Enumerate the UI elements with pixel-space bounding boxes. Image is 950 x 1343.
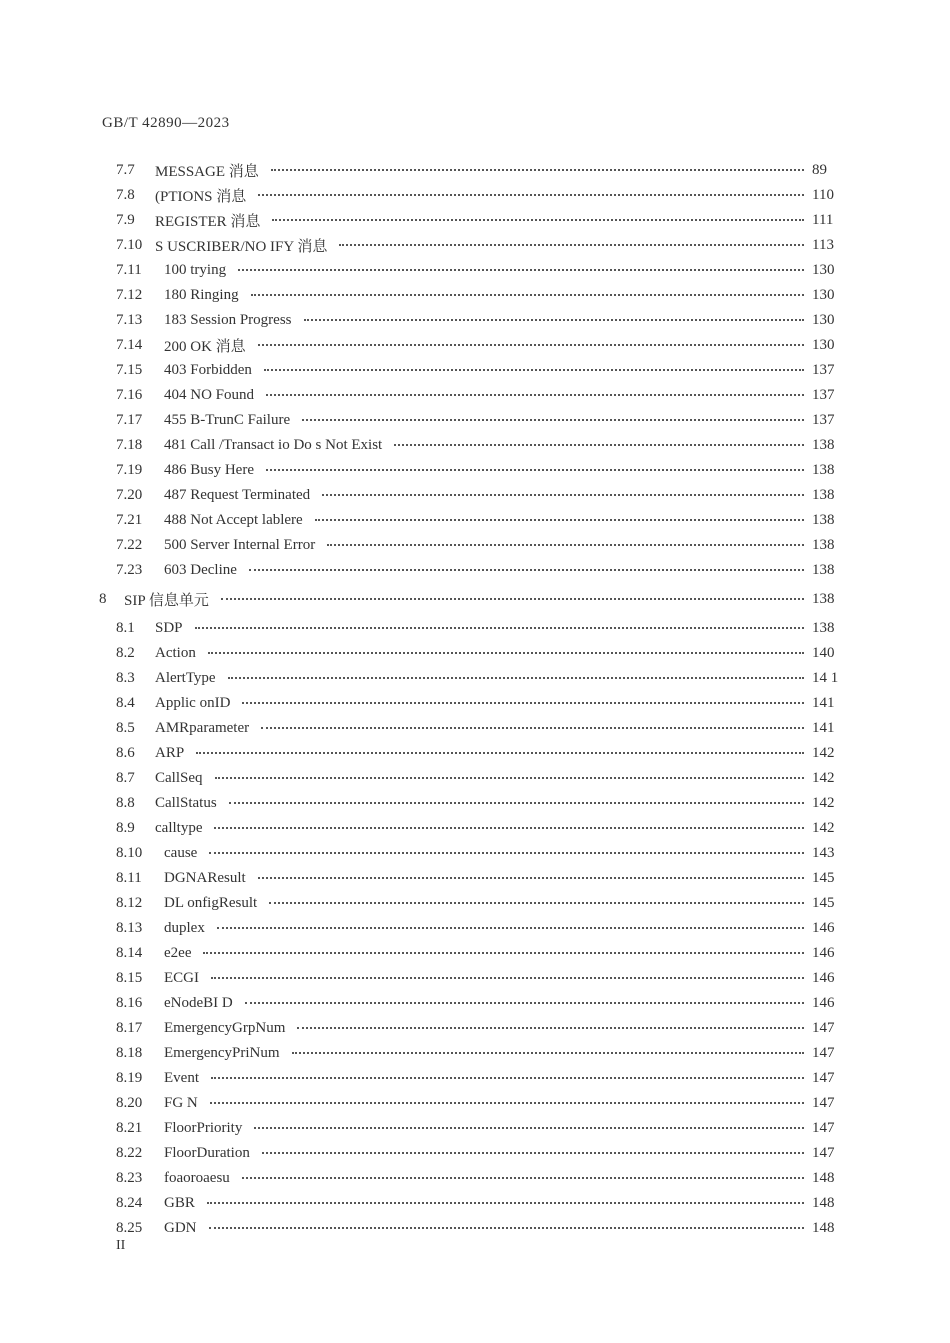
toc-entry-page: 147 (812, 1144, 835, 1161)
toc-entry[interactable] (0, 1191, 950, 1215)
toc-entry-title: EmergencyPriNum (164, 1044, 280, 1061)
toc-entry-title: 487 Request Terminated (164, 486, 311, 503)
dot-leader (339, 244, 804, 246)
toc-entry-number: 8.10 (116, 844, 143, 861)
toc-entry-number: 7.14 (116, 336, 143, 353)
toc-entry-title: REGISTER 消息 (155, 213, 261, 230)
toc-entry-title: ECGI (164, 969, 199, 986)
toc-entry-title: CallStatus (155, 794, 217, 811)
toc-entry-title: DL onfigResult (164, 894, 258, 911)
toc-entry-title: AMRparameter (155, 719, 250, 736)
dot-leader (327, 544, 804, 546)
toc-entry-number: 8.21 (116, 1119, 143, 1136)
toc-entry-number: 7.7 (116, 161, 135, 178)
dot-leader (208, 652, 804, 654)
dot-leader (249, 569, 804, 571)
toc-entry-number: 8.5 (116, 719, 135, 736)
toc-entry-page: 142 (812, 819, 835, 836)
toc-entry-number: 7.22 (116, 536, 143, 553)
toc-entry-number: 8.4 (116, 694, 135, 711)
toc-entry[interactable] (0, 666, 950, 690)
toc-entry[interactable] (0, 358, 950, 382)
dot-leader (211, 977, 804, 979)
toc-entry[interactable] (0, 1016, 950, 1040)
dot-leader (221, 598, 804, 600)
toc-entry-title: Event (164, 1069, 199, 1086)
dot-leader (271, 169, 804, 171)
toc-entry[interactable] (0, 1116, 950, 1140)
toc-entry-title: 403 Forbidden (164, 361, 252, 378)
toc-entry-page: 142 (812, 794, 835, 811)
toc-entry[interactable] (0, 741, 950, 765)
toc-entry-title: MESSAGE 消息 (155, 163, 259, 180)
toc-entry-page: 138 (812, 436, 835, 453)
toc-entry-number: 7.18 (116, 436, 143, 453)
toc-entry-title: 455 B-TrunC Failure (164, 411, 291, 428)
toc-entry[interactable] (0, 433, 950, 457)
dot-leader (203, 952, 804, 954)
toc-entry-title: ARP (155, 744, 185, 761)
toc-entry[interactable] (0, 766, 950, 790)
toc-entry-number: 8.19 (116, 1069, 143, 1086)
toc-entry-page: 142 (812, 744, 835, 761)
toc-entry-number: 7.12 (116, 286, 143, 303)
dot-leader (229, 802, 804, 804)
toc-entry-number: 8.1 (116, 619, 135, 636)
toc-entry-title: GDN (164, 1219, 197, 1236)
toc-entry-page: 147 (812, 1069, 835, 1086)
dot-leader (258, 344, 804, 346)
dot-leader (215, 777, 805, 779)
dot-leader (269, 902, 804, 904)
toc-entry-page: 148 (812, 1194, 835, 1211)
toc-entry[interactable] (0, 791, 950, 815)
toc-entry-title: FloorDuration (164, 1144, 250, 1161)
dot-leader (251, 294, 804, 296)
toc-entry[interactable] (0, 1166, 950, 1190)
dot-leader (242, 702, 804, 704)
toc-entry-title: 488 Not Accept lablere (164, 511, 303, 528)
toc-entry-title: 180 Ringing (164, 286, 239, 303)
toc-entry[interactable] (0, 691, 950, 715)
dot-leader (302, 419, 804, 421)
toc-entry[interactable] (0, 408, 950, 432)
dot-leader (272, 219, 804, 221)
toc-entry-page: 137 (812, 386, 835, 403)
toc-entry-title: FloorPriority (164, 1119, 243, 1136)
toc-entry[interactable] (0, 283, 950, 307)
dot-leader (207, 1202, 804, 1204)
toc-entry-title: 486 Busy Here (164, 461, 254, 478)
toc-entry-number: 8.11 (116, 869, 142, 886)
toc-entry-title: EmergencyGrpNum (164, 1019, 286, 1036)
toc-entry-title: calltype (155, 819, 203, 836)
dot-leader (245, 1002, 804, 1004)
toc-entry-number: 8.20 (116, 1094, 143, 1111)
toc-entry[interactable] (0, 183, 950, 207)
toc-entry[interactable] (0, 941, 950, 965)
toc-entry-page: 140 (812, 644, 835, 661)
toc-entry[interactable] (0, 1216, 950, 1240)
toc-entry[interactable] (0, 333, 950, 357)
toc-entry-page: 146 (812, 994, 835, 1011)
toc-entry-page: 130 (812, 311, 835, 328)
toc-entry-page: 137 (812, 411, 835, 428)
toc-entry-title: duplex (164, 919, 205, 936)
toc-entry[interactable] (0, 1091, 950, 1115)
toc-entry-title: 500 Server Internal Error (164, 536, 316, 553)
toc-entry-number: 7.17 (116, 411, 143, 428)
toc-entry[interactable] (0, 208, 950, 232)
toc-entry-title: 481 Call /Transact io Do s Not Exist (164, 436, 383, 453)
toc-entry-number: 8.2 (116, 644, 135, 661)
dot-leader (266, 469, 804, 471)
toc-entry-number: 7.11 (116, 261, 142, 278)
toc-entry[interactable] (0, 308, 950, 332)
dot-leader (262, 1152, 804, 1154)
toc-entry-number: 7.15 (116, 361, 143, 378)
toc-entry-title: 200 OK 消息 (164, 338, 246, 355)
toc-entry-number: 8 (99, 590, 107, 607)
dot-leader (258, 877, 804, 879)
toc-entry-number: 7.9 (116, 211, 135, 228)
toc-entry[interactable] (0, 916, 950, 940)
toc-entry[interactable] (0, 458, 950, 482)
dot-leader (196, 752, 804, 754)
toc-entry-page: 147 (812, 1044, 835, 1061)
dot-leader (217, 927, 804, 929)
toc-entry-page: 138 (812, 619, 835, 636)
dot-leader (292, 1052, 804, 1054)
toc-entry-title: 603 Decline (164, 561, 237, 578)
toc-entry-title: GBR (164, 1194, 195, 1211)
dot-leader (209, 852, 804, 854)
toc-entry[interactable] (0, 233, 950, 257)
toc-entry[interactable] (0, 866, 950, 890)
toc-entry-page: 138 (812, 561, 835, 578)
dot-leader (315, 519, 804, 521)
toc-entry-title: cause (164, 844, 198, 861)
toc-entry-number: 8.18 (116, 1044, 143, 1061)
toc-entry-page: 137 (812, 361, 835, 378)
toc-entry-title: foaoroaesu (164, 1169, 230, 1186)
toc-entry[interactable] (0, 991, 950, 1015)
toc-entry-page: 146 (812, 919, 835, 936)
toc-entry-page: 138 (812, 461, 835, 478)
toc-entry-page: 130 (812, 286, 835, 303)
toc-entry[interactable] (0, 158, 950, 182)
toc-entry-page: 146 (812, 969, 835, 986)
toc-entry-number: 8.22 (116, 1144, 143, 1161)
toc-entry-page: 145 (812, 869, 835, 886)
document-header: GB/T 42890—2023 (102, 115, 230, 131)
toc-entry-number: 8.24 (116, 1194, 143, 1211)
toc-entry-page: 111 (812, 211, 834, 228)
toc-entry-title: e2ee (164, 944, 192, 961)
toc-entry-page: 14 1 (812, 669, 839, 686)
toc-entry-number: 7.20 (116, 486, 143, 503)
toc-entry[interactable] (0, 483, 950, 507)
dot-leader (394, 444, 804, 446)
toc-entry[interactable] (0, 533, 950, 557)
toc-entry-title: 100 trying (164, 261, 227, 278)
dot-leader (258, 194, 804, 196)
toc-entry-title: SDP (155, 619, 183, 636)
toc-entry-number: 8.15 (116, 969, 143, 986)
toc-entry-number: 7.21 (116, 511, 143, 528)
toc-entry-page: 130 (812, 261, 835, 278)
toc-entry-number: 7.8 (116, 186, 135, 203)
toc-entry-number: 7.16 (116, 386, 143, 403)
toc-entry-page: 145 (812, 894, 835, 911)
toc-entry-number: 8.6 (116, 744, 135, 761)
toc-entry-number: 8.16 (116, 994, 143, 1011)
dot-leader (238, 269, 804, 271)
toc-entry-number: 8.8 (116, 794, 135, 811)
dot-leader (322, 494, 804, 496)
toc-entry-title: Applic onID (155, 694, 231, 711)
toc-entry-page: 138 (812, 536, 835, 553)
toc-entry-number: 8.23 (116, 1169, 143, 1186)
dot-leader (195, 627, 804, 629)
toc-entry[interactable] (0, 816, 950, 840)
toc-entry-page: 148 (812, 1169, 835, 1186)
toc-entry[interactable] (0, 258, 950, 282)
toc-entry[interactable] (0, 1066, 950, 1090)
toc-entry-title: Action (155, 644, 196, 661)
toc-entry-title: S USCRIBER/NO IFY 消息 (155, 238, 328, 255)
toc-entry[interactable] (0, 508, 950, 532)
toc-entry-page: 142 (812, 769, 835, 786)
toc-entry[interactable] (0, 383, 950, 407)
toc-entry[interactable] (0, 891, 950, 915)
toc-entry-page: 148 (812, 1219, 835, 1236)
dot-leader (261, 727, 804, 729)
toc-entry-page: 143 (812, 844, 835, 861)
dot-leader (214, 827, 804, 829)
toc-entry-title: (PTIONS 消息 (155, 188, 247, 205)
toc-entry-number: 7.10 (116, 236, 143, 253)
toc-entry[interactable] (0, 641, 950, 665)
toc-entry-number: 8.14 (116, 944, 143, 961)
toc-entry-number: 8.12 (116, 894, 143, 911)
toc-entry[interactable] (0, 966, 950, 990)
toc-entry-title: CallSeq (155, 769, 203, 786)
toc-entry-number: 7.19 (116, 461, 143, 478)
dot-leader (266, 394, 804, 396)
toc-entry-number: 7.13 (116, 311, 143, 328)
toc-entry-page: 138 (812, 511, 835, 528)
toc-entry-page: 130 (812, 336, 835, 353)
toc-entry[interactable] (0, 841, 950, 865)
toc-entry[interactable] (0, 1041, 950, 1065)
toc-entry-page: 138 (812, 486, 835, 503)
toc-entry[interactable] (0, 558, 950, 582)
toc-entry-page: 146 (812, 944, 835, 961)
toc-entry[interactable] (0, 1141, 950, 1165)
dot-leader (211, 1077, 804, 1079)
dot-leader (264, 369, 804, 371)
toc-entry-page: 89 (812, 161, 827, 178)
toc-entry[interactable] (0, 616, 950, 640)
dot-leader (228, 677, 804, 679)
toc-entry[interactable] (0, 587, 950, 611)
dot-leader (297, 1027, 804, 1029)
toc-entry-number: 8.9 (116, 819, 135, 836)
toc-entry-page: 147 (812, 1094, 835, 1111)
toc-entry-page: 113 (812, 236, 834, 253)
toc-entry-page: 110 (812, 186, 834, 203)
toc-entry-number: 8.13 (116, 919, 143, 936)
toc-entry-page: 147 (812, 1019, 835, 1036)
toc-entry-title: SIP 信息单元 (124, 592, 209, 609)
toc-entry-page: 141 (812, 719, 835, 736)
toc-entry-number: 7.23 (116, 561, 143, 578)
toc-entry-title: FG N (164, 1094, 198, 1111)
toc-entry-number: 8.7 (116, 769, 135, 786)
page-number: II (116, 1238, 126, 1253)
toc-entry-title: 404 NO Found (164, 386, 255, 403)
dot-leader (210, 1102, 804, 1104)
toc-entry-title: AlertType (155, 669, 216, 686)
toc-entry-number: 8.3 (116, 669, 135, 686)
toc-entry-page: 147 (812, 1119, 835, 1136)
dot-leader (254, 1127, 804, 1129)
toc-entry-title: DGNAResult (164, 869, 246, 886)
toc-entry-title: eNodeBI D (164, 994, 233, 1011)
dot-leader (209, 1227, 805, 1229)
toc-entry[interactable] (0, 716, 950, 740)
toc-entry-page: 138 (812, 590, 835, 607)
toc-entry-number: 8.25 (116, 1219, 143, 1236)
toc-entry-title: 183 Session Progress (164, 311, 292, 328)
toc-entry-number: 8.17 (116, 1019, 143, 1036)
dot-leader (242, 1177, 804, 1179)
toc-entry-page: 141 (812, 694, 835, 711)
dot-leader (304, 319, 804, 321)
